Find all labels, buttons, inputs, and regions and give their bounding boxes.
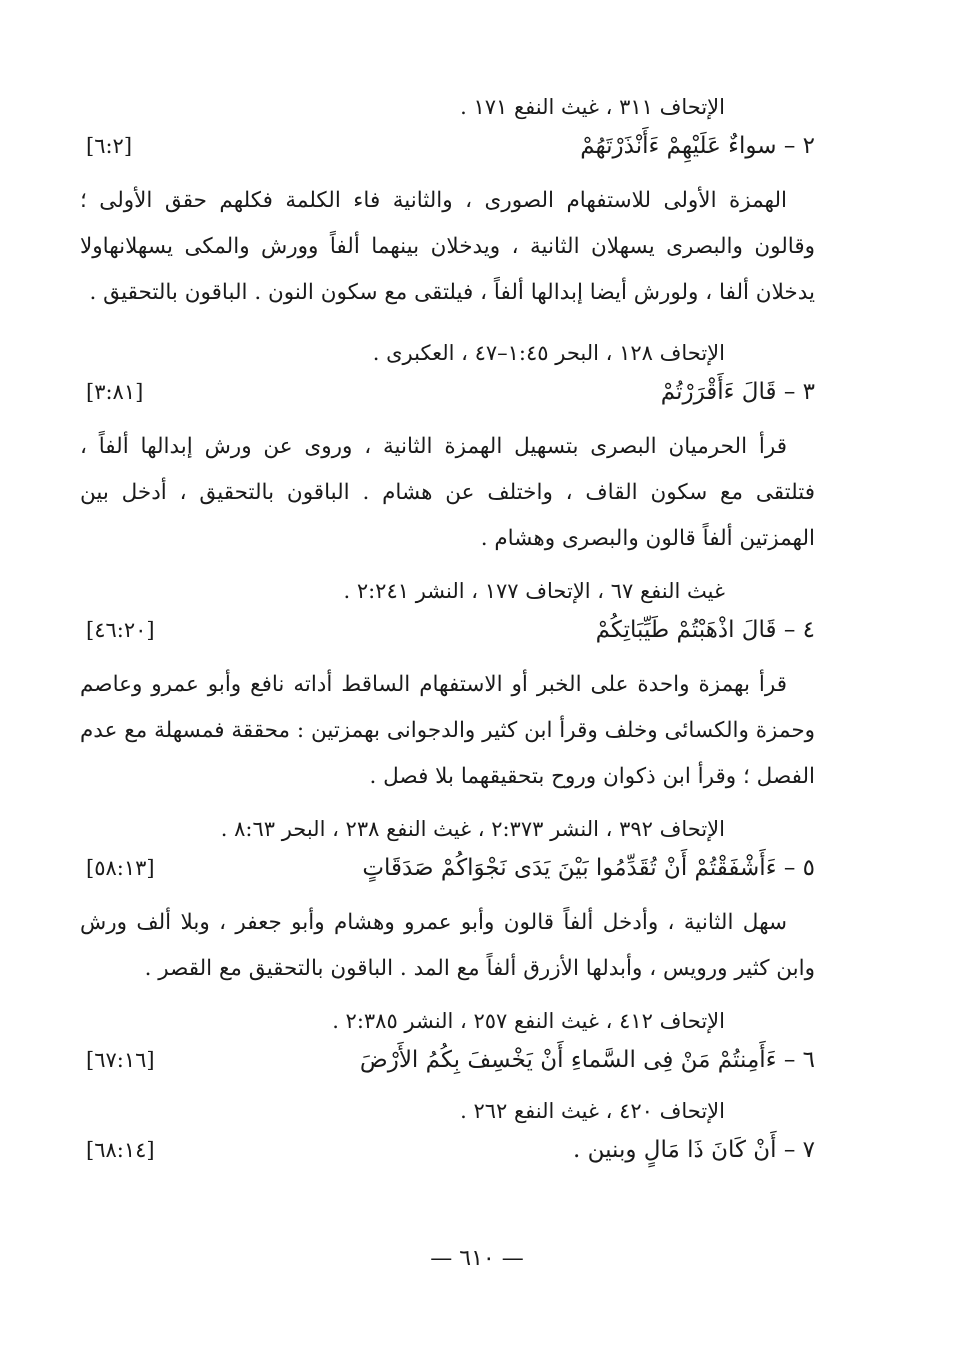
source-citation: الإتحاف ٣١١ ، غيث النفع ١٧١ . <box>460 95 725 119</box>
source-citation: الإتحاف ٣٩٢ ، النشر ٢:٣٧٣ ، غيث النفع ٢٣٨ ، البحر ٨:٦٣ . <box>220 817 725 841</box>
source-citation: الإتحاف ٤١٢ ، غيث النفع ٢٥٧ ، النشر ٢:٣٨٥ . <box>332 1009 725 1033</box>
entry-6-heading <box>80 1040 815 1080</box>
verse-text: ٣ – قَالَ ءَأَقْرَرْتُمْ <box>660 379 815 405</box>
verse-reference: [٥٨:١٣] <box>86 856 155 880</box>
verse-reference: [٦:٢] <box>86 134 133 158</box>
verse-reference: [٣:٨١] <box>86 380 144 404</box>
source-citation: الإتحاف ١٢٨ ، البحر ١:٤٥–٤٧ ، العكبرى . <box>372 341 725 365</box>
commentary-paragraph: الهمزة الأولى للاستفهام الصورى ، والثانية فاء الكلمة فكلهم حقق الأولى ؛ وقالون والبصرى يسهلان الثانية ، ويدخلان بينهما ألفاً وورش والمكى يسهلانهاولا يدخلان ألفا ، ولورش أيضا إبدالها ألفاً ، فيلتقى مع سكون النون . الباقون بالتحقيق . <box>80 188 815 305</box>
commentary-paragraph: قرأ الحرميان البصرى بتسهيل الهمزة الثانية ، وروى عن ورش إبدالها ألفاً ، فتلتقى مع سكون القاف ، واختلف عن هشام . الباقون بالتحقيق ، أدخل بين الهمزتين ألفاً قالون والبصرى وهشام . <box>80 434 815 551</box>
verse-text: ٤ – قَالَ اذْهَبْتُمْ طَيِّبَاتِكُمْ <box>595 617 815 643</box>
entry-3-heading <box>80 372 815 412</box>
verse-reference: [٤٦:٢٠] <box>86 618 155 642</box>
verse-reference: [٦٧:١٦] <box>86 1048 155 1072</box>
commentary-paragraph: سهل الثانية ، وأدخل ألفاً قالون وأبو عمرو وهشام وأبو جعفر ، وبلا ألف ورش وابن كثير ورويس ، وأبدلها الأزرق ألفاً مع المد . الباقون بالتحقيق مع القصر . <box>80 910 815 981</box>
commentary-paragraph: قرأ بهمزة واحدة على الخبر أو الاستفهام الساقط أداته نافع وأبو عمرو وعاصم وحمزة والكسائى وخلف وقرأ ابن كثير والدجوانى بهمزتين : محققة فمسهلة مع عدم الفصل ؛ وقرأ ابن ذكوان وروح بتحقيقهما بلا فصل . <box>80 672 815 789</box>
verse-text: ٢ – سواءٌ عَلَيْهِمْ ءَأَنْذَرْتَهُمْ <box>580 133 815 159</box>
verse-text: ٦ – ءَأَمِنتُمْ مَنْ فِى السَّماءِ أَنْ يَخْسِفَ بِكُمُ الأَرْضَ <box>359 1047 815 1073</box>
source-citation: غيث النفع ٦٧ ، الإتحاف ١٧٧ ، النشر ٢:٢٤١ . <box>343 579 725 603</box>
verse-text: ٥ – ءَأَشْفَقْتُمْ أَنْ تُقَدِّمُوا بَيْنَ يَدَى نَجْوَاكُمْ صَدَقَاتٍ <box>362 855 815 881</box>
entry-4-heading <box>80 610 815 650</box>
entry-7-heading <box>80 1130 815 1170</box>
page-body <box>80 88 815 1182</box>
page-number: — ٦١٠ — <box>430 1246 524 1271</box>
source-citation: الإتحاف ٤٢٠ ، غيث النفع ٢٦٢ . <box>460 1099 725 1123</box>
verse-reference: [٦٨:١٤] <box>86 1138 155 1162</box>
entry-2-heading <box>80 126 815 166</box>
entry-5-heading <box>80 848 815 888</box>
verse-text: ٧ – أَنْ كَانَ ذَا مَالٍ وبنين . <box>572 1137 815 1163</box>
